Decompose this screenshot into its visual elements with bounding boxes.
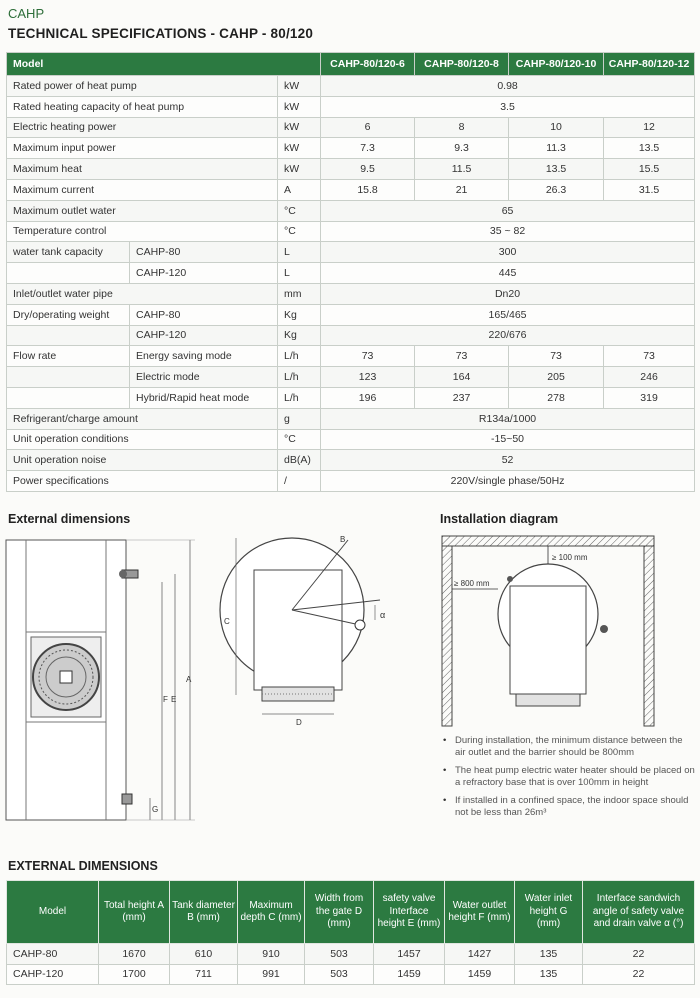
spec-row-unit: kW xyxy=(278,117,321,138)
dims-value: 22 xyxy=(583,964,695,985)
spec-row-unit: / xyxy=(278,471,321,492)
spec-value: 445 xyxy=(321,263,695,284)
side-elevation-drawing xyxy=(0,532,205,832)
spec-row-sublabel: CAHP-80 xyxy=(130,304,278,325)
spec-value: 10 xyxy=(509,117,604,138)
spec-value: 65 xyxy=(321,200,695,221)
spec-row-label: Unit operation noise xyxy=(7,450,278,471)
spec-col-header: CAHP-80/120-8 xyxy=(415,53,509,76)
dim-label-c: C xyxy=(224,617,230,626)
spec-row xyxy=(7,96,695,117)
spec-value: 11.5 xyxy=(415,159,509,180)
spec-row-sublabel: CAHP-80 xyxy=(130,242,278,263)
dim-label-f: F xyxy=(163,695,168,704)
spec-value: 21 xyxy=(415,179,509,200)
dims-value: 135 xyxy=(515,944,583,965)
dims-row xyxy=(7,964,695,985)
spec-row-unit: kW xyxy=(278,76,321,97)
spec-value: 15.5 xyxy=(604,159,695,180)
dims-col-header: Model xyxy=(7,881,99,944)
spec-row xyxy=(7,304,695,325)
spec-value: 15.8 xyxy=(321,179,415,200)
spec-value: 165/465 xyxy=(321,304,695,325)
external-dimensions-heading: External dimensions xyxy=(8,512,131,526)
dims-model: CAHP-80 xyxy=(7,944,99,965)
dims-value: 910 xyxy=(238,944,305,965)
installation-heading: Installation diagram xyxy=(440,512,559,526)
spec-value: 196 xyxy=(321,387,415,408)
spec-value: 13.5 xyxy=(604,138,695,159)
installation-notes xyxy=(440,735,695,825)
spec-row-label: Maximum outlet water xyxy=(7,200,278,221)
dims-table xyxy=(6,880,695,985)
spec-value: 73 xyxy=(321,346,415,367)
dims-col-header: Water inlet height G (mm) xyxy=(515,881,583,944)
spec-row xyxy=(7,179,695,200)
dims-col-header: Maximum depth C (mm) xyxy=(238,881,305,944)
spec-row xyxy=(7,76,695,97)
spec-value: Dn20 xyxy=(321,283,695,304)
dims-value: 135 xyxy=(515,964,583,985)
spec-value: 164 xyxy=(415,367,509,388)
spec-value: 73 xyxy=(604,346,695,367)
spec-row-label xyxy=(7,325,130,346)
dims-value: 1427 xyxy=(445,944,515,965)
dims-col-header: Total height A (mm) xyxy=(99,881,170,944)
spec-row-sublabel: CAHP-120 xyxy=(130,325,278,346)
spec-row-label: Rated heating capacity of heat pump xyxy=(7,96,278,117)
spec-row-label: Maximum input power xyxy=(7,138,278,159)
spec-row-unit: °C xyxy=(278,200,321,221)
note-item: • During installation, the minimum distance between the air outlet and the barrier should be 800mm xyxy=(440,735,695,759)
spec-value: 52 xyxy=(321,450,695,471)
dims-col-header: safety valve Interface height E (mm) xyxy=(374,881,445,944)
spec-value: 220/676 xyxy=(321,325,695,346)
dims-value: 1457 xyxy=(374,944,445,965)
note-item: • If installed in a confined space, the indoor space should not be less than 26m³ xyxy=(440,795,695,819)
spec-value: 73 xyxy=(509,346,604,367)
spec-value: 220V/single phase/50Hz xyxy=(321,471,695,492)
spec-value: 123 xyxy=(321,367,415,388)
spec-value: 6 xyxy=(321,117,415,138)
spec-row-label xyxy=(7,387,130,408)
spec-value: 3.5 xyxy=(321,96,695,117)
spec-row-unit: Kg xyxy=(278,325,321,346)
dims-model: CAHP-120 xyxy=(7,964,99,985)
spec-value: 0.98 xyxy=(321,76,695,97)
spec-value: 8 xyxy=(415,117,509,138)
spec-row xyxy=(7,367,695,388)
spec-row-unit: kW xyxy=(278,159,321,180)
spec-row xyxy=(7,346,695,367)
dim-label-d: D xyxy=(296,718,302,727)
spec-value: 9.3 xyxy=(415,138,509,159)
spec-row-unit: °C xyxy=(278,221,321,242)
spec-row-label: Flow rate xyxy=(7,346,130,367)
spec-row xyxy=(7,429,695,450)
spec-row-unit: L/h xyxy=(278,346,321,367)
dim-label-a: A xyxy=(186,675,192,684)
dims-value: 711 xyxy=(170,964,238,985)
spec-row-label: Electric heating power xyxy=(7,117,278,138)
spec-row xyxy=(7,159,695,180)
spec-value: 7.3 xyxy=(321,138,415,159)
spec-row xyxy=(7,138,695,159)
spec-row xyxy=(7,242,695,263)
spec-row-label: Maximum heat xyxy=(7,159,278,180)
spec-row-label: Temperature control xyxy=(7,221,278,242)
spec-row-sublabel: Hybrid/Rapid heat mode xyxy=(130,387,278,408)
spec-row xyxy=(7,283,695,304)
spec-value: 26.3 xyxy=(509,179,604,200)
spec-row-unit: g xyxy=(278,408,321,429)
spec-col-header: CAHP-80/120-10 xyxy=(509,53,604,76)
spec-row xyxy=(7,325,695,346)
spec-row-unit: kW xyxy=(278,96,321,117)
dims-col-header: Width from the gate D (mm) xyxy=(305,881,374,944)
spec-row-label: Inlet/outlet water pipe xyxy=(7,283,278,304)
spec-row-unit: °C xyxy=(278,429,321,450)
dims-col-header: Interface sandwich angle of safety valve and drain valve α (°) xyxy=(583,881,695,944)
dims-header-row xyxy=(7,881,695,944)
spec-table xyxy=(6,52,695,492)
dims-value: 1459 xyxy=(445,964,515,985)
spec-value: 12 xyxy=(604,117,695,138)
spec-row-unit: L xyxy=(278,263,321,284)
spec-row xyxy=(7,450,695,471)
spec-value: 278 xyxy=(509,387,604,408)
spec-value: 13.5 xyxy=(509,159,604,180)
spec-row xyxy=(7,471,695,492)
dims-col-header: Tank diameter B (mm) xyxy=(170,881,238,944)
spec-row-unit: kW xyxy=(278,138,321,159)
plan-view-drawing xyxy=(210,530,410,740)
spec-row-unit: A xyxy=(278,179,321,200)
spec-row xyxy=(7,221,695,242)
dim-label-b: B xyxy=(340,535,346,544)
spec-col-header: CAHP-80/120-6 xyxy=(321,53,415,76)
spec-row-label: Power specifications xyxy=(7,471,278,492)
dim-label-alpha: α xyxy=(380,610,386,620)
dims-value: 991 xyxy=(238,964,305,985)
dims-value: 610 xyxy=(170,944,238,965)
spec-row-unit: Kg xyxy=(278,304,321,325)
spec-row-label: water tank capacity xyxy=(7,242,130,263)
spec-header-row xyxy=(7,53,695,76)
spec-row-unit: L/h xyxy=(278,387,321,408)
spec-row-sublabel: Electric mode xyxy=(130,367,278,388)
spec-row-unit: L/h xyxy=(278,367,321,388)
spec-row-label: Rated power of heat pump xyxy=(7,76,278,97)
spec-row-label xyxy=(7,367,130,388)
dim-label-e: E xyxy=(171,695,177,704)
spec-row-unit: dB(A) xyxy=(278,450,321,471)
spec-row xyxy=(7,387,695,408)
spec-value: 246 xyxy=(604,367,695,388)
spec-row-sublabel: Energy saving mode xyxy=(130,346,278,367)
top-clearance-label: ≥ 100 mm xyxy=(552,553,588,562)
spec-value: 35 ~ 82 xyxy=(321,221,695,242)
spec-value: 73 xyxy=(415,346,509,367)
installation-diagram xyxy=(438,534,700,734)
spec-row-sublabel: CAHP-120 xyxy=(130,263,278,284)
spec-value: 300 xyxy=(321,242,695,263)
dims-value: 1459 xyxy=(374,964,445,985)
dims-value: 503 xyxy=(305,944,374,965)
spec-row-label: Maximum current xyxy=(7,179,278,200)
spec-value: 9.5 xyxy=(321,159,415,180)
note-item: • The heat pump electric water heater should be placed on a refractory base that is over 100mm in height xyxy=(440,765,695,789)
dims-value: 22 xyxy=(583,944,695,965)
spec-row-label: Unit operation conditions xyxy=(7,429,278,450)
dims-col-header: Water outlet height F (mm) xyxy=(445,881,515,944)
spec-row-label: Refrigerant/charge amount xyxy=(7,408,278,429)
dim-label-g: G xyxy=(152,805,159,814)
dims-heading: EXTERNAL DIMENSIONS xyxy=(8,859,158,873)
dims-row xyxy=(7,944,695,965)
brand-label: CAHP xyxy=(8,6,45,21)
spec-row-unit: mm xyxy=(278,283,321,304)
spec-value: 237 xyxy=(415,387,509,408)
spec-value: 205 xyxy=(509,367,604,388)
spec-value: 11.3 xyxy=(509,138,604,159)
dims-value: 1700 xyxy=(99,964,170,985)
spec-row xyxy=(7,408,695,429)
side-clearance-label: ≥ 800 mm xyxy=(454,579,490,588)
spec-value: -15~50 xyxy=(321,429,695,450)
spec-row-unit: L xyxy=(278,242,321,263)
spec-row-label: Dry/operating weight xyxy=(7,304,130,325)
spec-row xyxy=(7,117,695,138)
spec-row-label xyxy=(7,263,130,284)
spec-value: 319 xyxy=(604,387,695,408)
spec-model-header: Model xyxy=(7,53,321,76)
page-title: TECHNICAL SPECIFICATIONS - CAHP - 80/120 xyxy=(8,26,314,41)
dims-value: 503 xyxy=(305,964,374,985)
spec-value: R134a/1000 xyxy=(321,408,695,429)
spec-row xyxy=(7,200,695,221)
dims-value: 1670 xyxy=(99,944,170,965)
spec-value: 31.5 xyxy=(604,179,695,200)
spec-col-header: CAHP-80/120-12 xyxy=(604,53,695,76)
spec-row xyxy=(7,263,695,284)
